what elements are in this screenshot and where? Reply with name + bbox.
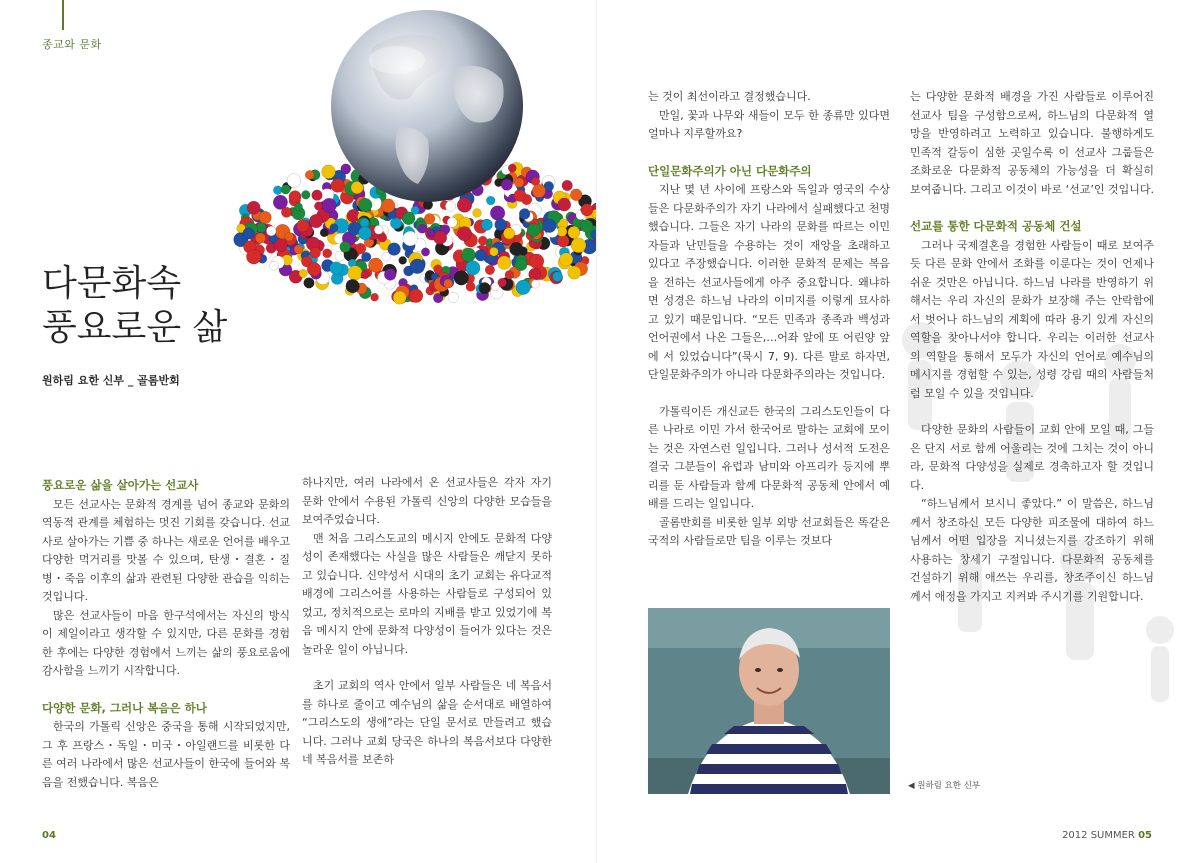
text-column-3 — [648, 88, 890, 551]
flag-ball — [274, 239, 287, 252]
flag-ball — [320, 229, 328, 237]
text-column-4 — [910, 88, 1154, 606]
flag-ball — [501, 179, 512, 190]
globe-with-flag-balls-illustration — [222, 8, 632, 318]
flag-ball — [514, 178, 524, 188]
flag-ball — [399, 256, 407, 264]
flag-ball — [503, 228, 514, 239]
paragraph: 만일, 꽃과 나무와 새들이 모두 한 종류만 있다면 얼마나 지루할까요? — [648, 108, 890, 140]
paragraph: 골롬반회를 비롯한 일부 외방 선교회들은 똑같은 국적의 사람들로만 팀을 이루는 것보다 — [648, 515, 890, 547]
flag-ball — [360, 218, 369, 227]
flag-ball — [330, 224, 338, 232]
flag-ball — [294, 245, 303, 254]
paragraph: “하느님께서 보시니 좋았다.” 이 말씀은, 하느님께서 창조하신 모든 다양한 피조물에 대하여 하느님께서 어떤 입장을 지니셨는지를 강조하기 위해 사용하는 창세기 구절입니다. 다문화적 공동체를 건설하기 위해 애쓰는 우리를, 창조주이신 하느님께서 애정을 가지고 지켜봐 주시기를 기원합니다. — [910, 497, 1154, 603]
flag-ball — [568, 226, 580, 238]
flag-ball — [335, 251, 345, 261]
flag-ball — [447, 217, 457, 227]
flag-ball — [307, 262, 321, 276]
flag-ball — [490, 247, 499, 256]
flag-ball — [346, 279, 360, 293]
flag-ball — [558, 198, 571, 211]
flag-ball — [497, 256, 511, 270]
flag-ball — [322, 198, 336, 212]
flag-ball — [515, 258, 527, 270]
flag-ball — [287, 174, 301, 188]
flag-ball — [310, 247, 321, 258]
paragraph: 지난 몇 년 사이에 프랑스와 독일과 영국의 수상들은 다문화주의가 자기 나라에서 실패했다고 천명했습니다. 그들은 자기 나라의 문화를 따르는 이민자들과 난민들을 수용하는 것이 재앙을 초래하고 있다고 주장했습니다. 이러한 문화적 문제는 복음을 전하는 선교사들에게 아주 중요합니다. 왜냐하면 성경은 하느님 나라의 이미지를 이렇게 묘사하고 있기 때문입니다. “모든 민족과 종족과 백성과 언어권에서 나온 그들은,…어좌 앞에 또 어린양 앞에 서 있었습니다”(묵시 7, 9). 다른 말로 하자면, 단일문화주의가 아니라 다문화주의라는 것입니다. — [648, 183, 890, 381]
flag-ball — [473, 209, 482, 218]
flag-ball — [297, 220, 310, 233]
flag-ball — [323, 249, 332, 258]
flag-ball — [532, 184, 545, 197]
flag-ball — [393, 291, 406, 304]
text-column-2 — [302, 474, 552, 770]
flag-ball — [340, 242, 351, 253]
flag-ball — [322, 165, 336, 179]
flag-ball — [498, 278, 507, 287]
flag-ball — [330, 262, 343, 275]
flag-ball — [519, 209, 530, 220]
flag-ball — [424, 214, 435, 225]
flag-ball — [374, 225, 383, 234]
flag-ball — [495, 219, 507, 231]
paragraph: 모든 선교사는 문화적 경계를 넘어 종교와 문화의 역동적 관계를 체험하는 멋진 기회를 갖습니다. 선교사로 살아가는 기쁨 중 하나는 새로운 언어를 배우고 다양한 먹거리를 맛볼 수 있으며, 탄생・결혼・질병・죽음 이후의 삶과 관련된 다양한 관습을 익히는 것입니다. — [42, 497, 290, 603]
flag-ball — [529, 254, 544, 269]
paragraph: 그러나 국제결혼을 경험한 사람들이 때로 보여주듯 다른 문화 안에서 조화를 이룬다는 것이 언제나 쉬운 것만은 아닙니다. 하느님 나라를 반영하기 위해서는 우리 자신의 문화가 보장해 주는 안락함에서 벗어나 하느님의 계획에 따라 용기 있게 자신의 역할을 찾아나서야 합니다. 우리는 이러한 선교사의 역할을 통해서 모두가 자신의 언어로 예수님의 메시지를 경험할 수 있는, 성령 강림 때의 사람들처럼 모일 수 있을 것입니다. — [910, 238, 1154, 400]
flag-ball — [581, 204, 593, 216]
article-title — [42, 262, 227, 350]
paragraph: 가톨릭이든 개신교든 한국의 그리스도인들이 다른 나라로 이민 가서 한국어로 말하는 교회에 모이는 것은 자연스런 일입니다. 그러나 성서적 도전은 결국 그분들이 유럽과 남미와 아프리카 등지에 뿌리를 둔 사람들과 함께 다문화적 공동체 안에서 예배를 드리는 일입니다. — [648, 404, 890, 510]
flag-ball — [560, 253, 573, 266]
flag-ball — [445, 201, 455, 211]
flag-ball — [361, 271, 369, 279]
flag-ball — [562, 180, 573, 191]
flag-ball — [457, 198, 472, 213]
flag-ball — [527, 224, 540, 237]
flag-ball — [341, 164, 351, 174]
page-number-right: 05 — [1138, 830, 1152, 841]
flag-ball — [247, 201, 260, 214]
paragraph: 는 다양한 문화적 배경을 가진 사람들로 이루어진 선교사 팀을 구성함으로써, 하느님의 다문화적 열망을 반영하려고 노력하고 있습니다. 불행하게도 민족적 갈등이 심한 곳일수록 이 선교사 그룹들은 조화로운 다문화적 공동체의 가능성을 더 확실히 보여줍니다. 그리고 이것이 바로 ‘선교’인 것입니다. — [910, 90, 1154, 196]
flag-ball — [478, 236, 487, 245]
flag-ball — [434, 265, 443, 274]
flag-ball — [331, 179, 345, 193]
flag-ball — [273, 186, 282, 195]
flag-ball — [421, 248, 429, 256]
photo-caption: ◀ 원하림 요한 신부 — [908, 781, 981, 791]
flag-ball — [543, 219, 557, 233]
flag-ball — [570, 189, 582, 201]
flag-ball — [305, 170, 314, 179]
flag-ball — [580, 220, 593, 233]
flag-ball — [571, 238, 586, 253]
page-number-left: 04 — [42, 830, 56, 841]
flag-ball — [481, 219, 492, 230]
article-title-line-2: 풍요로운 삶 — [42, 307, 228, 348]
flag-ball — [371, 293, 379, 301]
flag-ball — [485, 265, 495, 275]
flag-ball — [557, 235, 569, 247]
author-photo — [648, 608, 890, 794]
flag-ball — [454, 271, 469, 286]
text-column-1 — [42, 476, 290, 792]
flag-ball — [304, 278, 315, 289]
flag-ball — [462, 248, 476, 262]
flag-ball — [281, 185, 290, 194]
flag-ball — [403, 231, 418, 246]
flag-ball — [382, 252, 391, 261]
flag-ball — [359, 198, 373, 212]
flag-ball — [457, 227, 471, 241]
flag-ball — [270, 261, 279, 270]
flag-ball — [510, 242, 524, 256]
flag-ball — [256, 223, 266, 233]
article-title-line-1: 다문화속 — [42, 263, 182, 304]
flag-ball — [410, 259, 425, 274]
flag-ball — [427, 229, 435, 237]
flag-ball — [259, 211, 272, 224]
flag-ball — [444, 279, 453, 288]
flag-ball — [531, 280, 539, 288]
section-label: 종교와 문화 — [42, 38, 102, 51]
paragraph: 맨 처음 그리스도교의 메시지 안에도 문화적 다양성이 존재했다는 사실을 많은 사람들은 깨닫지 못하고 있습니다. 신약성서 시대의 초기 교회는 유다교적 배경에 그리스어를 사용하는 사람들로 구성되어 있었고, 정치적으로는 로마의 지배를 받고 있었기에 복음 메시지 안에 문화적 다양성이 들어가 있다는 것은 놀라운 일이 아닙니다. — [302, 531, 552, 656]
paragraph: 하나지만, 여러 나라에서 온 선교사들은 각자 자기 문화 안에서 수용된 가톨릭 신앙의 다양한 모습들을 보여주었습니다. — [302, 476, 552, 526]
paragraph: 는 것이 최선이라고 결정했습니다. — [648, 90, 811, 103]
subheading: 선교를 통한 다문화적 공동체 건설 — [910, 219, 1082, 233]
subheading: 다양한 문화, 그러나 복음은 하나 — [42, 700, 207, 715]
flag-ball — [568, 266, 581, 279]
issue-label: 2012 SUMMER — [1062, 830, 1135, 841]
flag-ball — [255, 233, 265, 243]
flag-ball — [285, 232, 294, 241]
flag-ball — [475, 250, 486, 261]
flag-ball — [243, 228, 255, 240]
flag-ball — [466, 282, 475, 291]
flag-ball — [505, 271, 514, 280]
flag-ball — [514, 189, 526, 201]
paragraph: 많은 선교사들이 마음 한구석에서는 자신의 방식이 제일이라고 생각할 수 있지만, 다른 문화를 경험한 후에는 다양한 경험에서 느끼는 삶의 풍요로움에 감사함을 느끼기 시작합니다. — [42, 608, 290, 677]
flag-ball — [486, 196, 495, 205]
section-rule — [62, 0, 64, 30]
flag-ball — [508, 164, 516, 172]
flag-ball — [301, 190, 310, 199]
flag-ball — [358, 227, 371, 240]
flag-ball — [368, 258, 382, 272]
flag-ball — [348, 266, 363, 281]
flag-ball — [246, 249, 261, 264]
subheading: 단일문화주의가 아닌 다문화주의 — [648, 163, 812, 178]
flag-ball — [433, 231, 447, 245]
flag-ball — [289, 191, 301, 203]
flag-ball — [294, 203, 302, 211]
flag-ball — [384, 269, 396, 281]
flag-ball — [516, 280, 531, 295]
flag-ball — [402, 212, 415, 225]
flag-ball — [409, 289, 423, 303]
paragraph: 다양한 문화의 사람들이 교회 안에 모일 때, 그들은 단지 서로 함께 어울리는 것에 그치는 것이 아니라, 문화적 다양성을 실제로 경축하고자 할 것입니다. — [910, 423, 1154, 492]
flag-ball — [466, 261, 481, 276]
flag-ball — [479, 282, 491, 294]
flag-ball — [418, 224, 427, 233]
flag-ball — [490, 206, 505, 221]
page-footer-right — [1062, 830, 1152, 841]
flag-ball — [281, 207, 291, 217]
paragraph: 초기 교회의 역사 안에서 일부 사람들은 네 복음서를 하나로 줄이고 예수님의 삶을 순서대로 배열하여 “그리스도의 생애”라는 단일 문서로 만들려고 했습니다. 그러나 교회 당국은 하나의 복음서보다 다양한 네 복음서를 보존하 — [302, 679, 552, 766]
byline: 원하림 요한 신부 _ 골롬반회 — [42, 374, 180, 387]
flag-ball — [266, 226, 276, 236]
flag-ball — [381, 199, 395, 213]
flag-ball — [312, 190, 323, 201]
flag-ball — [553, 272, 563, 282]
flag-ball — [309, 214, 323, 228]
paragraph: 한국의 가톨릭 신앙은 중국을 통해 시작되었지만, 그 후 프랑스・독일・미국・아일랜드를 비롯한 다른 여러 나라에서 많은 선교사들이 한국에 들어와 복음을 전했습니다. 복음은 — [42, 720, 290, 789]
flag-ball — [299, 269, 307, 277]
flag-ball — [448, 292, 458, 302]
subheading: 풍요로운 삶을 살아가는 선교사 — [42, 478, 199, 492]
